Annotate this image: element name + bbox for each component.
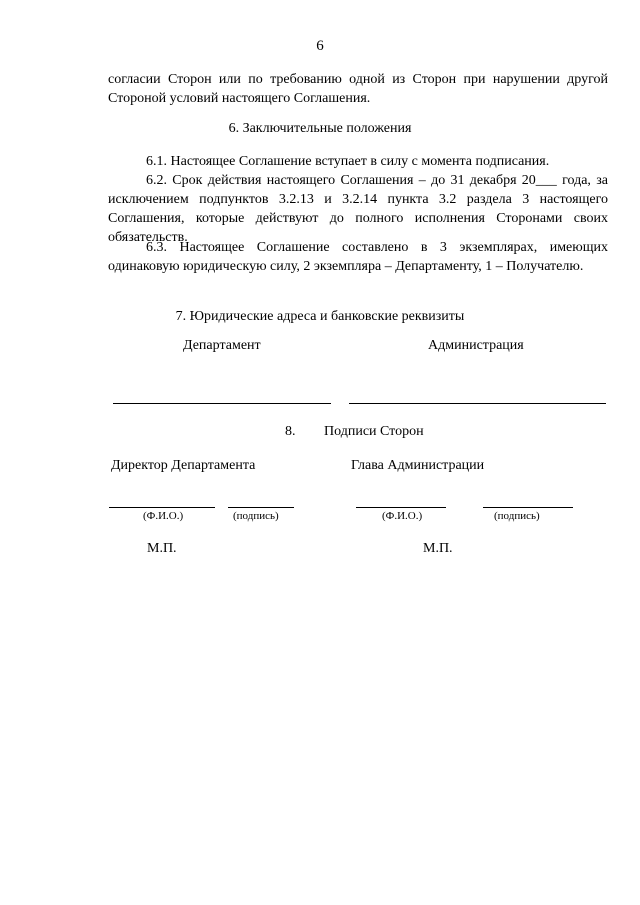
clause-6-2: 6.2. Срок действия настоящего Соглашения – до 31 декабря 20___ года, за исключением подпунктов 3.2.13 и 3.2.14 пункта 3.2 раздела 3 настоящего Соглашения, которые действуют до полного исполнения Сторонами своих обязательств.	[108, 173, 608, 245]
party-administration-label: Администрация	[428, 338, 524, 353]
head-fio-line	[356, 507, 446, 508]
clause-6-1: 6.1. Настоящее Соглашение вступает в силу с момента подписания.	[146, 154, 550, 169]
head-title: Глава Администрации	[351, 458, 485, 473]
director-title: Директор Департамента	[111, 458, 256, 473]
director-fio-caption: (Ф.И.О.)	[143, 510, 184, 522]
section-8-title: Подписи Сторон	[324, 424, 424, 439]
party-department-label: Департамент	[183, 338, 261, 353]
clause-6-3: 6.3. Настоящее Соглашение составлено в 3 экземплярах, имеющих одинаковую юридическую силу, 2 экземпляра – Департаменту, 1 – Получателю.	[108, 240, 608, 274]
head-fio-caption: (Ф.И.О.)	[382, 510, 423, 522]
director-stamp-label: М.П.	[147, 541, 177, 556]
section-7-heading: 7. Юридические адреса и банковские реквизиты	[175, 309, 465, 324]
director-sign-caption: (подпись)	[233, 510, 279, 522]
administration-requisites-line	[349, 403, 606, 404]
head-stamp-label: М.П.	[423, 541, 453, 556]
intro-paragraph: согласии Сторон или по требованию одной из Сторон при нарушении другой Стороной условий настоящего Соглашения.	[108, 72, 608, 106]
director-sign-line	[228, 507, 294, 508]
department-requisites-line	[113, 403, 331, 404]
section-8-number: 8.	[285, 424, 296, 439]
head-sign-caption: (подпись)	[494, 510, 540, 522]
section-6-heading: 6. Заключительные положения	[228, 121, 412, 136]
head-sign-line	[483, 507, 573, 508]
page-number: 6	[316, 38, 324, 54]
director-fio-line	[109, 507, 215, 508]
